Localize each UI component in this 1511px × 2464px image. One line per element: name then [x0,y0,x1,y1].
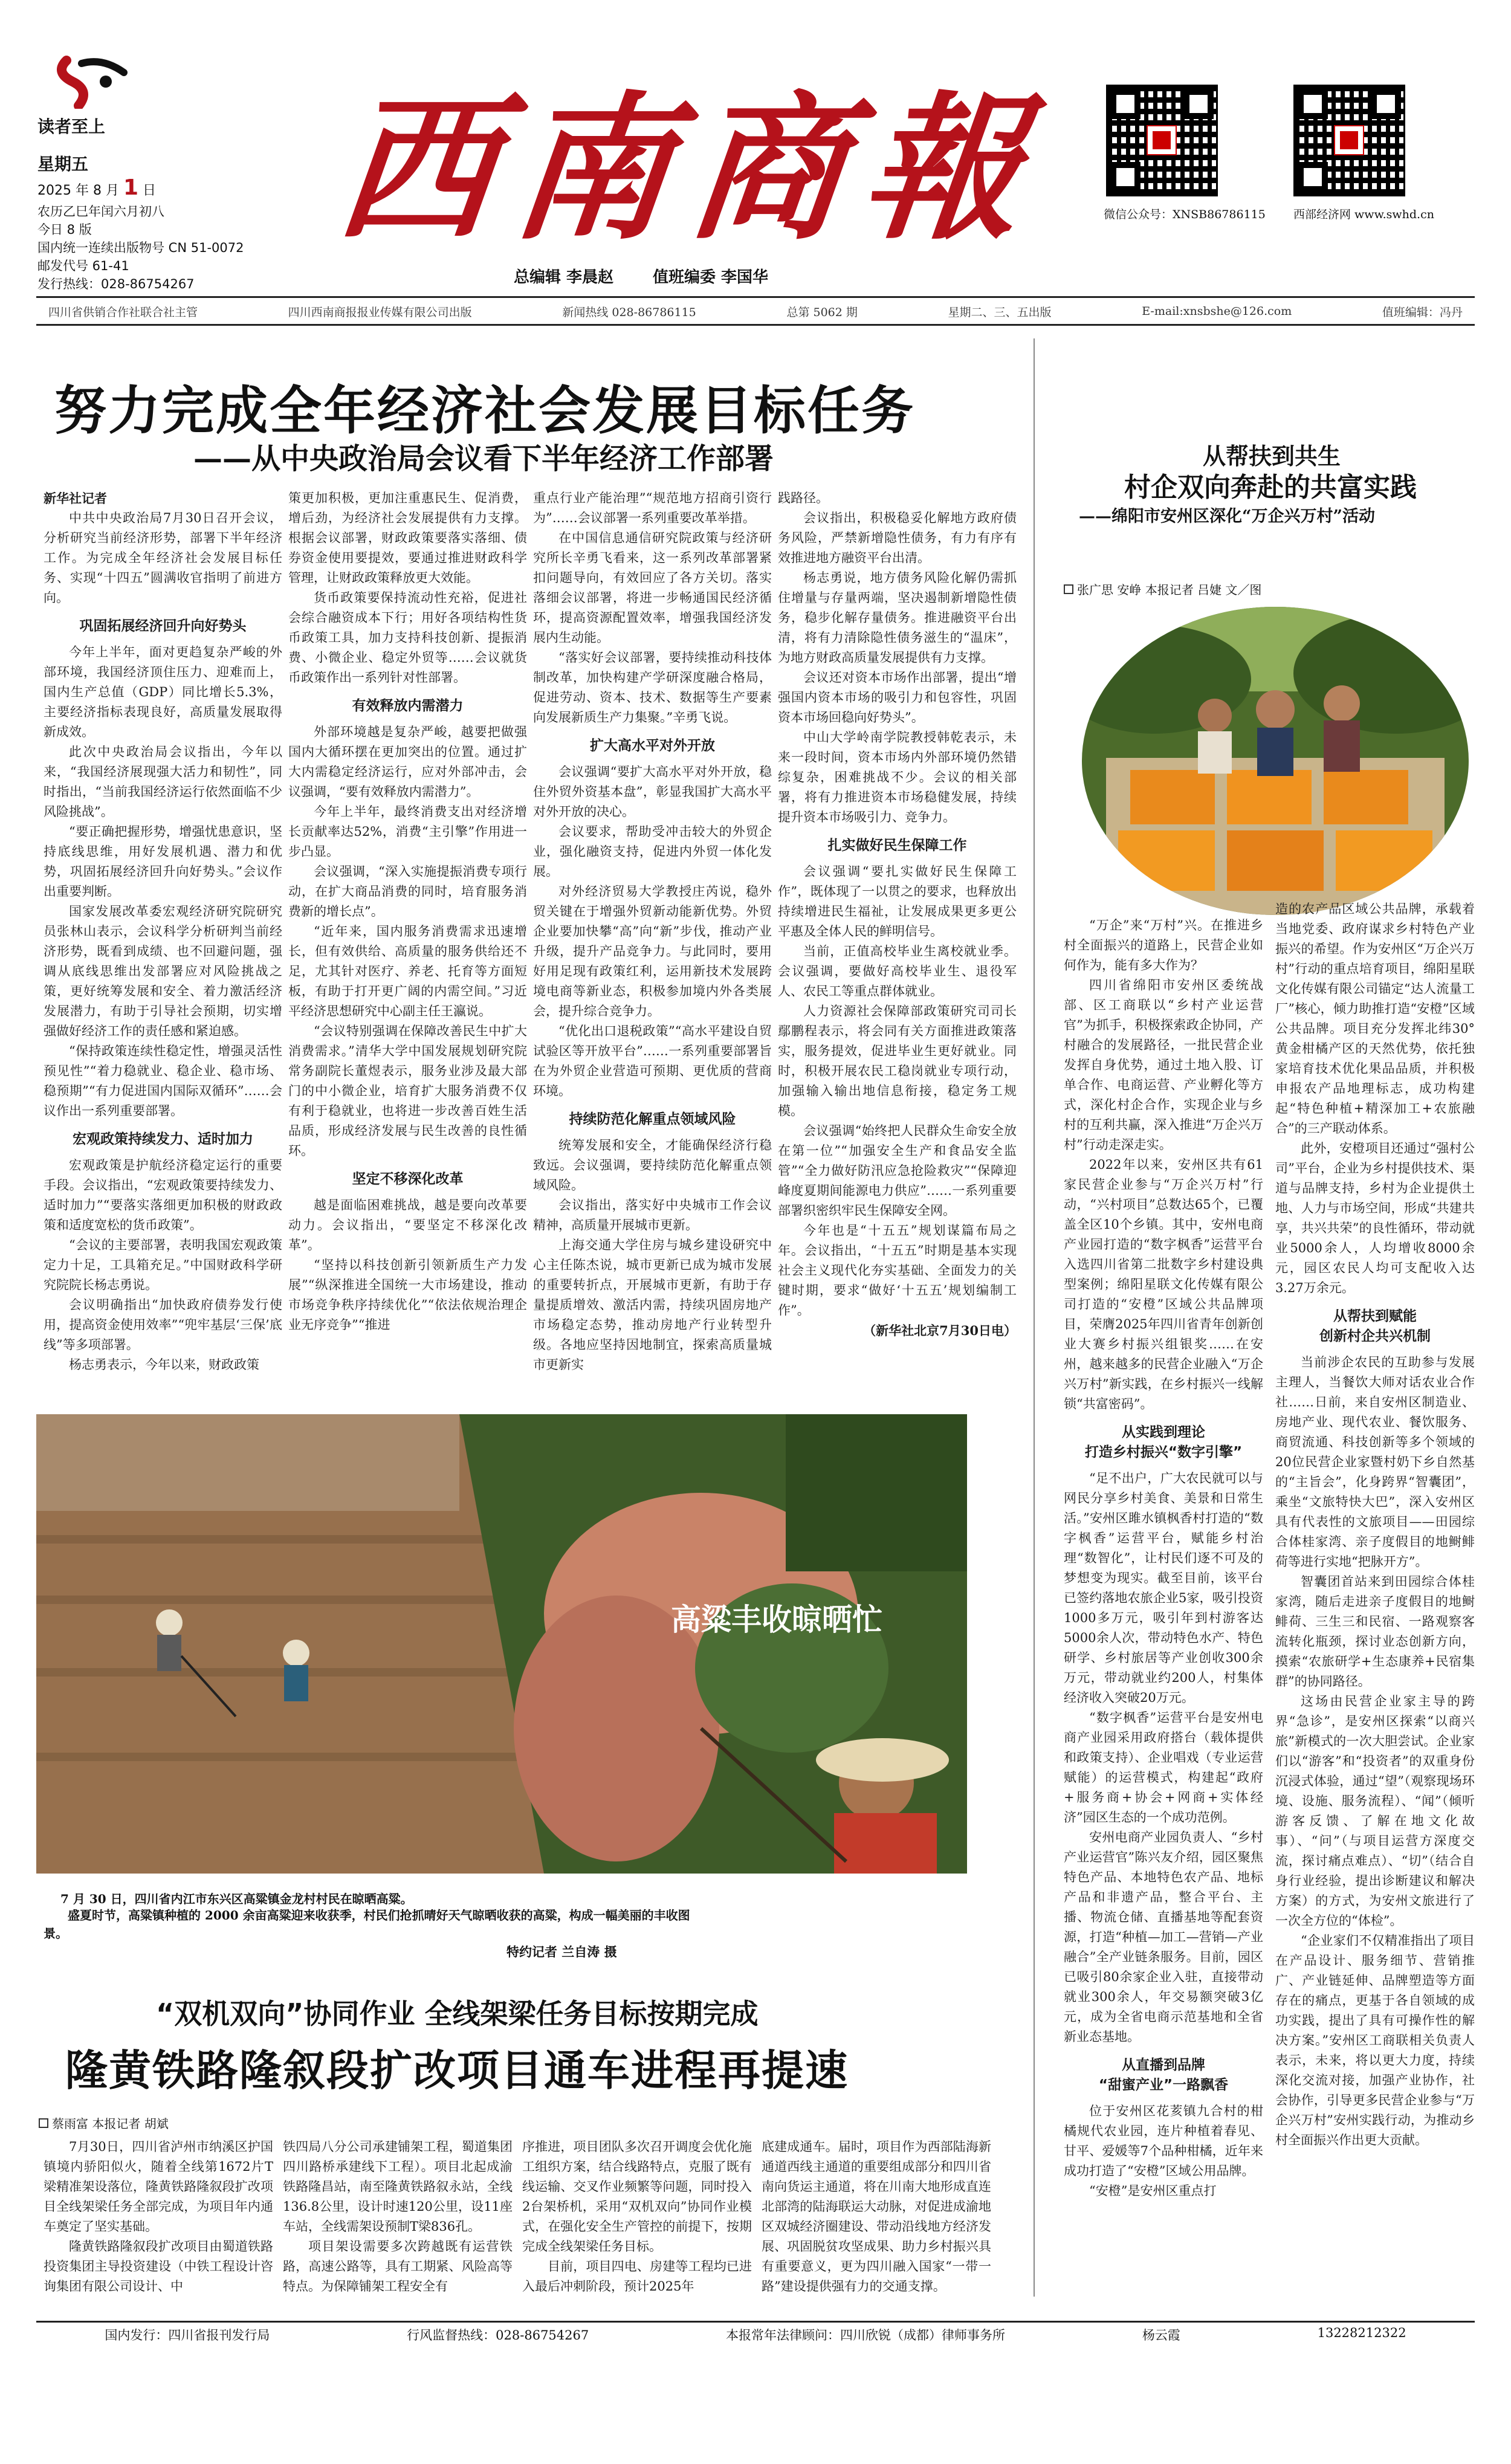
paragraph: 当前，正值高校毕业生离校就业季。会议强调，要做好高校毕业生、退役军人、农民工等重点群体就业。 [778,944,1017,998]
infobar-bottom-rule [36,324,1475,326]
paragraph: 底建成通车。届时，项目作为西部陆海新通道西线主通道的重要组成部分和四川省南向货运主通道，将在川南大地形成直连北部湾的陆海联运大动脉，对促进成渝地区双城经济圈建设、带动沿线地方经济发展、巩固脱贫攻坚成果、助力乡村振兴具有重要意义，更为四川融入国家“一带一路”建设提供强有力的交通支撑。 [762,2139,991,2294]
rail-column-2 [283,2137,513,2315]
paragraph: 今年也是“十五五”规划谋篇布局之年。会议指出，“十五五”时期是基本实现社会主义现代化夯实基础、全面发力的关键时期，要求“做好‘十五五’规划编制工作”。 [778,1223,1017,1318]
paragraph: “坚持以科技创新引领新质生产力发展”“纵深推进全国统一大市场建设，推动市场竞争秩序持续优化”“依法依规治理企业无序竞争”“推进 [288,1258,527,1332]
byline-text: 蔡雨富 本报记者 胡斌 [52,2116,169,2131]
section-heading: 扩大高水平对外开放 [590,738,715,754]
schedule: 星期二、三、五出版 [948,305,1052,319]
photo-caption-2: 盛夏时节，高粱镇种植的 2000 余亩高粱迎来收获季，村民们抢抓晴好天气晾晒收获的高粱，构成一幅美丽的丰收图景。 [44,1908,690,1941]
dateline: （新华社北京7月30日电） [863,1323,1017,1338]
side-subhead: ——绵阳市安州区深化“万企兴万村”活动 [1079,507,1376,526]
publisher: 四川西南商报报业传媒有限公司出版 [288,305,472,319]
qr-logo [1147,125,1177,155]
newspaper-logo [48,48,133,109]
page-count: 今日 8 版 [37,222,92,237]
qr-logo [1334,125,1364,155]
date-day: 1 [123,175,139,200]
email-link[interactable]: E-mail:xnsbshe@126.com [1142,305,1292,318]
rail-headline: 隆黄铁路隆叙段扩改项目通车进程再提速 [65,2046,849,2095]
side-byline [1064,580,1261,598]
paragraph: 隆黄铁路隆叙段扩改项目由蜀道铁路投资集团主导投资建设（中铁工程设计咨询集团有限公司设计、中 [44,2239,273,2294]
section-heading: 宏观政策持续发力、适时加力 [73,1131,253,1147]
paragraph: 铁四局八分公司承建铺架工程，蜀道集团四川路桥承建线下工程）。项目北起成渝铁路隆昌站，南至隆黄铁路叙永站，全线136.8公里，设计时速120公里，设11座车站，全线需架设预制T梁836孔。 [283,2139,513,2234]
paragraph: “数字枫香”运营平台是安州电商产业园采用政府搭台（载体提供和政策支持）、企业唱戏（专业运营赋能）的运营模式，构建起“政府+服务商+协会+网商+实体经济”园区生态的一个成功范例。 [1064,1710,1263,1825]
date-prefix: 2025 年 8 月 [37,183,119,198]
info-bar [36,300,1475,323]
paragraph: 对外经济贸易大学教授庄芮说，稳外贸关键在于增强外贸新动能新优势。外贸企业要加快攀“高”向“新”步伐，推动产业升级，提升产品竞争力。与此同时，要用好用足现有政策红利，运用新技术发展跨境电商等新业态，积极参加境内外各类展会，提升综合竞争力。 [533,884,772,1018]
section-heading: 从实践到理论 打造乡村振兴“数字引擎” [1084,1424,1243,1460]
side-column-1 [1064,916,1263,2315]
paragraph: 外部环境越是复杂严峻，越要把做强国内大循环摆在更加突出的位置。通过扩大内需稳定经济运行，应对外部冲击，会议强调，“要有效释放内需潜力”。 [288,725,527,799]
slogan: 读者至上 [37,117,106,137]
infobar-top-rule [36,296,1475,298]
byline: 新华社记者 [44,491,107,506]
duty-editors: 值班编委 李国华 [653,268,769,286]
paragraph: 上海交通大学住房与城乡建设研究中心主任陈杰说，城市更新已成为城市发展的重要转折点，开展城市更新，有助于存量提质增效、激活内需，持续巩固房地产市场稳定态势，推动房地产行业转型升级。各地应坚持因地制宜，探索高质量城市更新实 [533,1238,772,1372]
paragraph: “会议的主要部署，表明我国宏观政策定力十足，工具箱充足。”中国财政科学研究院院长杨志勇说。 [44,1238,282,1292]
paragraph: “足不出户，广大农民就可以与网民分享乡村美食、美景和日常生活。”安州区雎水镇枫香村打造的“数字枫香”运营平台，赋能乡村治理“数智化”，让村民们逐不可及的梦想变为现实。截至目前，该平台已签约落地农旅企业5家，吸引投资1000多万元，吸引年到村游客达5000余人次，带动特色水产、特色研学、乡村旅居等产业创收300余万元，带动就业约200人，村集体经济收入突破20万元。 [1064,1471,1263,1705]
paragraph: 在中国信息通信研究院政策与经济研究所长辛勇飞看来，这一系列改革部署紧扣问题导向，有效回应了各方关切。落实落细会议部署，将进一步畅通国民经济循环，提高资源配置效率，增强我国经济发展内生动能。 [533,531,772,645]
section-heading: 有效释放内需潜力 [352,698,464,714]
rail-kicker: “双机双向”协同作业 全线架梁任务目标按期完成 [156,1997,759,2030]
paragraph: 会议强调“要扎实做好民生保障工作”，既体现了一以贯之的要求，也释放出持续增进民生福祉，让发展成果更多更公平惠及全体人民的鲜明信号。 [778,864,1017,939]
paragraph: “会议特别强调在保障改善民生中扩大消费需求。”清华大学中国发展规划研究院常务副院长董煜表示，服务业涉及最大部门的中小微企业，培育扩大服务消费不仅有利于稳就业，也将进一步改善百姓生活品质，形成经济发展与民生改善的良性循环。 [288,1024,527,1158]
date-suffix: 日 [143,183,157,198]
distribution-hotline: 发行热线：028-86754267 [37,277,195,291]
paragraph: “企业家们不仅精准指出了项目在产品设计、服务细节、营销推广、产业链延伸、品牌塑造等方面存在的痛点，更基于各自领域的成功实践，提出了具有可操作性的解决方案。”安州区工商联相关负责人表示，未来，将以更大力度，持续深化交流对接，加强产业协作，社会协作，引导更多民营企业参与“万企兴万村”安州实践行动，为推动乡村全面振兴作出更大贡献。 [1275,1933,1475,2147]
section-heading: 巩固拓展经济回升向好势头 [79,618,247,634]
photo-caption-1: 7 月 30 日，四川省内江市东兴区高粱镇金龙村村民在晾晒高粱。 [60,1892,413,1906]
paragraph: 统筹发展和安全，才能确保经济行稳致远。会议强调，要持续防范化解重点领域风险。 [533,1138,772,1192]
paragraph: 智囊团首站来到田园综合体桂家湾，随后走进亲子度假目的地鲥鲱荷、三生三和民宿、一路观察客流转化瓶颈，探讨业态创新方向，摸索“农旅研学+生态康养+民宿集群”的协同路径。 [1275,1574,1475,1689]
news-hotline: 新闻热线 028-86786115 [562,305,696,319]
section-heading: 坚定不移深化改革 [352,1171,464,1187]
paragraph: “万企”来“万村”兴。在推进乡村全面振兴的道路上，民营企业如何作为，能有多大作为？ [1064,918,1263,972]
lunar-date: 农历乙巳年闰六月初八 [37,204,164,219]
paragraph: 今年上半年，最终消费支出对经济增长贡献率达52%，消费“主引擎”作用进一步凸显。 [288,804,527,859]
side-headline: 村企双向奔赴的共富实践 [1124,472,1417,503]
paragraph: 会议指出，积极稳妥化解地方政府债务风险，严禁新增隐性债务，有力有序有效推进地方融资平台出清。 [778,511,1017,565]
date [37,175,156,200]
paragraph: “落实好会议部署，要持续推动科技体制改革，加快构建产学研深度融合格局，促进劳动、资本、技术、数据等生产要素向发展新质生产力集聚。”辛勇飞说。 [533,650,772,725]
photo-title: 高粱丰收晾晒忙 [671,1602,882,1637]
paragraph: “保持政策连续性稳定性，增强灵活性预见性”“着力稳就业、稳企业、稳市场、稳预期”“有力促进国内国际双循环”……会议作出一系列重要部署。 [44,1044,282,1118]
section-heading: 从帮扶到赋能 创新村企共兴机制 [1319,1308,1431,1344]
paragraph: 四川省绵阳市安州区委统战部、区工商联以“乡村产业运营官”为抓手，积极探索政企协同，产村融合的发展路径，一批民营企业发挥自身优势，通过土地入股、订单合作、电商运营、产业孵化等方式，深化村企合作，实现企业与乡村的互利共赢，深入推进“万企兴万村”行动走深走实。 [1064,978,1263,1152]
website-qr-caption: 西部经济网 www.swhd.cn [1293,208,1434,221]
column-divider [1034,338,1035,2297]
paragraph: 中山大学岭南学院教授韩乾表示，未来一段时间，资本市场内外部环境仍然错综复杂，困难挑战不少。会议的相关部署，将有力推进资本市场稳健发展，持续提升资本市场吸引力、竞争力。 [778,730,1017,824]
paragraph: 宏观政策是护航经济稳定运行的重要手段。会议指出，“宏观政策要持续发力、适时加力”“要落实落细更加积极的财政政策和适度宽松的货币政策”。 [44,1158,282,1232]
byline-box-icon [1064,584,1073,594]
paragraph: 杨志勇说，地方债务风险化解仍需抓住增量与存量两端，坚决遏制新增隐性债务，稳步化解存量债务。推进融资平台出清，将有力清除隐性债务滋生的“温床”，为地方财政高质量发展提供有力支撑。 [778,571,1017,665]
footer-lawyer: 杨云霞 [1142,2328,1180,2343]
paragraph: 会议强调“要扩大高水平对外开放，稳住外贸外资基本盘”，彰显我国扩大高水平对外开放的决心。 [533,765,772,819]
paragraph: 策更加积极，更加注重惠民生、促消费，增后劲，为经济社会发展提供有力支撑。根据会议部署，财政政策要落实落细、债券资金使用要提效，要通过推进财政科学管理，让财政政策释放更大效能。 [288,491,527,585]
paragraph: 重点行业产能治理”“规范地方招商引资行为”……会议部署一系列重要改革举措。 [533,491,772,525]
paragraph: 安州电商产业园负责人、“乡村产业运营官”陈兴友介绍，园区聚焦特色产品、本地特色农产品、地标产品和非遗产品，整合平台、主播、物流仓储、直播基地等配套资源，打造“种植—加工—营销—产业融合”全产业链条服务。目前，园区已吸引80余家企业入驻，直接带动就业300余人，年交易额突破3亿元，成为全省电商示范基地和全省新业态基地。 [1064,1830,1263,2044]
orange-harvest-photo [1082,607,1469,915]
paragraph: 国家发展改革委宏观经济研究院研究员张林山表示，会议科学分析研判当前经济形势，既看到成绩、也不回避问题，强调从底线思维出发部署应对风险挑战之策，更好统筹发展和安全、着力激活经济发展潜力，有助于引导社会预期，切实增强做好经济工作的责任感和紧迫感。 [44,904,282,1038]
side-kicker: 从帮扶到共生 [1203,443,1341,470]
byline-text: 张广思 安峥 本报记者 吕婕 文／图 [1077,583,1262,597]
footer-phone: 13228212322 [1317,2326,1406,2340]
paragraph: 造的农产品区域公共品牌，承载着当地党委、政府谋求乡村特色产业振兴的希望。作为安州区“万企兴万村”行动的重点培育项目，绵阳星联文化传媒有限公司锚定“达人流量工厂”核心，倾力助推打造“安橙”区域公共品牌。项目充分发挥北纬30°黄金柑橘产区的天然优势，依托独家培育技术优化果品品质，并积极申报农产品地理标志，成功构建起“特色种植+精深加工+农旅融合”的三产联动体系。 [1275,902,1475,1136]
paragraph: 当前涉企农民的互助参与发展主理人，当餐饮大师对话农业合作社……日前，来自安州区制造业、房地产业、现代农业、餐饮服务、商贸流通、科技创新等多个领域的20位民营企业家暨村奶下乡自然基的“主旨会”，化身跨界“智囊团”，乘坐“文旅特快大巴”，深入安州区具有代表性的文旅项目——田园综合体桂家湾、亲子度假目的地鲥鲱荷等进行实地“把脉开方”。 [1275,1355,1475,1569]
paragraph: 会议要求，帮助受冲击较大的外贸企业，强化融资支持，促进内外贸一体化发展。 [533,824,772,879]
paragraph: “近年来，国内服务消费需求迅速增长，但有效供给、高质量的服务供给还不足，尤其针对医疗、养老、托育等方面短板，有助于打开更广阔的内需空间。”习近平经济思想研究中心副主任王瀛说。 [288,924,527,1018]
website-qr-code[interactable] [1293,85,1405,196]
paragraph: 今年上半年，面对更趋复杂严峻的外部环境，我国经济顶住压力、迎难而上，国内生产总值（GDP）同比增长5.3%，主要经济指标表现良好，高质量发展取得新成效。 [44,645,282,739]
chief-editor: 总编辑 李晨赵 [514,268,614,286]
footer [36,2326,1475,2350]
wechat-qr-caption: 微信公众号：XNSB86786115 [1104,208,1266,221]
paragraph: 位于安州区花荄镇九合村的柑橘规代农业园，连片种植着春见、甘平、爱媛等7个品种柑橘，近年来成功打造了“安橙”区域公用品牌。 [1064,2104,1263,2178]
newspaper-title: 西南商報 [329,77,1050,261]
footer-legal-advisor: 本报常年法律顾问：四川欣锐（成都）律师事务所 [726,2328,1006,2343]
paragraph: 人力资源社会保障部政策研究司司长鄢鹏程表示，将会同有关方面推进政策落实，服务提效，促进毕业生更好就业。同时，积极开展农民工稳岗就业专项行动，加强输入输出地信息衔接，稳定务工规模。 [778,1004,1017,1118]
sorghum-photo [36,1414,967,1874]
issue-number: 总第 5062 期 [786,305,858,319]
paragraph: 践路径。 [778,491,829,505]
section-heading: 从直播到品牌 “甜蜜产业”一路飘香 [1098,2057,1229,2093]
cn-number: 国内统一连续出版物号 CN 51-0072 [37,241,244,255]
wechat-qr-code[interactable] [1106,85,1218,196]
paragraph: 越是面临困难挑战，越是要向改革要动力。会议指出，“要坚定不移深化改革”。 [288,1198,527,1252]
paragraph: 会议指出，落实好中央城市工作会议精神，高质量开展城市更新。 [533,1198,772,1232]
section-heading: 扎实做好民生保障工作 [827,838,967,853]
rail-column-3 [522,2137,752,2315]
section-heading: 持续防范化解重点领域风险 [569,1111,736,1127]
photo-credit: 特约记者 兰自涛 摄 [506,1944,617,1959]
paragraph: 目前，项目四电、房建等工程均已进入最后冲刺阶段，预计2025年 [522,2259,752,2294]
rail-column-4 [762,2137,991,2315]
paragraph: 项目架设需要多次跨越既有运营铁路，高速公路等，具有工期紧、风险高等特点。为保障铺架工程安全有 [283,2239,513,2294]
footer-rule [36,2321,1475,2323]
paragraph: “要正确把握形势，增强忧患意识，坚持底线思维，用好发展机遇、潜力和优势，巩固拓展经济回升向好势头。”会议作出重要判断。 [44,824,282,899]
paragraph: 中共中央政治局7月30日召开会议，分析研究当前经济形势，部署下半年经济工作。为完成全年经济社会发展目标任务、实现“十四五”圆满收官指明了前进方向。 [44,511,282,605]
lead-headline: 努力完成全年经济社会发展目标任务 [54,381,915,441]
rail-column-1 [44,2137,273,2315]
footer-publish-unit: 国内发行：四川省报刊发行局 [105,2328,270,2343]
paragraph: 货币政策要保持流动性充裕，促进社会综合融资成本下行；用好各项结构性货币政策工具，加力支持科技创新、提振消费、小微企业、稳定外贸等……会议就货币政策作出一系列针对性部署。 [288,590,527,685]
paragraph: 杨志勇表示，今年以来，财政政策 [69,1357,259,1372]
rail-byline [39,2114,169,2132]
weekday: 星期五 [37,154,89,174]
paragraph: “安橙”是安州区重点打 [1089,2184,1217,2198]
paragraph: 2022年以来，安州区共有61家民营企业参与“万企兴万村”行动，“兴村项目”总数达65个，已覆盖全区10个乡镇。其中，安州电商产业园打造的“数字枫香”运营平台入选四川省第二批数字乡村建设典型案例；绵阳星联文化传媒有限公司打造的“安橙”区域公共品牌项目，荣膺2025年四川省青年创新创业大赛乡村振兴组银奖……在安州，越来越多的民营企业融入“万企兴万村”新实践，在乡村振兴一线解锁“共富密码”。 [1064,1157,1263,1411]
paragraph: 此次中央政治局会议指出，今年以来，“我国经济展现强大活力和韧性”，同时指出，“当前我国经济运行依然面临不少风险挑战”。 [44,745,282,819]
lead-subhead: ——从中央政治局会议看下半年经济工作部署 [193,442,774,476]
footer-hotline: 行风监督热线：028-86754267 [407,2328,589,2343]
duty-editor: 值班编辑：冯丹 [1382,305,1463,319]
paragraph: 序推进，项目团队多次召开调度会优化施工组织方案，结合线路特点，克服了既有线运输、交叉作业频繁等问题，同时投入2台架桥机，采用“双机双向”协同作业模式，在强化安全生产管控的前提下，按期完成全线架梁任务目标。 [522,2139,752,2254]
byline-box-icon [39,2118,48,2128]
postal-code: 邮发代号 61-41 [37,259,129,273]
paragraph: 7月30日，四川省泸州市纳溪区护国镇境内骄阳似火，随着全线第1672片T梁精准架设落位，隆黄铁路隆叙段扩改项目全线架梁任务全部完成，为项目年内通车奠定了坚实基础。 [44,2139,273,2234]
paragraph: 会议强调“始终把人民群众生命安全放在第一位”“加强安全生产和食品安全监管”“全力做好防汛应急抢险救灾”“保障迎峰度夏期间能源电力供应”……一系列重要部署织密织牢民生保障安全网。 [778,1124,1017,1218]
side-column-2 [1275,899,1475,2315]
sponsor: 四川省供销合作社联合社主管 [48,305,198,319]
paragraph: 此外，安橙项目还通过“强村公司”平台，企业为乡村提供技术、渠道与品牌支持，乡村为企业提供土地、人力与市场空间，形成“共建共享，共兴共荣”的良性循环，带动就业5000余人，人均增收8000余元，园区农民人均可支配收入达3.27万余元。 [1275,1141,1475,1295]
paragraph: 这场由民营企业家主导的跨界“急诊”，是安州区探索“以商兴旅”新模式的一次大胆尝试。企业家们以“游客”和“投资者”的双重身份沉浸式体验，通过“望”（观察现场环境、设施、服务流程）、“闻”（倾听游客反馈、了解在地文化故事）、“问”（与项目运营方深度交流，探讨痛点难点）、“切”（结合自身行业经验，提出诊断建议和解决方案）的方式，为安州文旅进行了一次全方位的“体检”。 [1275,1694,1475,1928]
paragraph: 会议还对资本市场作出部署，提出“增强国内资本市场的吸引力和包容性，巩固资本市场回稳向好势头”。 [778,670,1017,725]
paragraph: “优化出口退税政策”“高水平建设自贸试验区等开放平台”……一系列重要部署旨在为外贸企业营造可预期、更优质的营商环境。 [533,1024,772,1098]
paragraph: 会议强调，“深入实施提振消费专项行动，在扩大商品消费的同时，培育服务消费新的增长点”。 [288,864,527,919]
masthead [0,0,1511,296]
paragraph: 会议明确指出“加快政府债券发行使用，提高资金使用效率”“兜牢基层‘三保’底线”等多项部署。 [44,1298,282,1352]
